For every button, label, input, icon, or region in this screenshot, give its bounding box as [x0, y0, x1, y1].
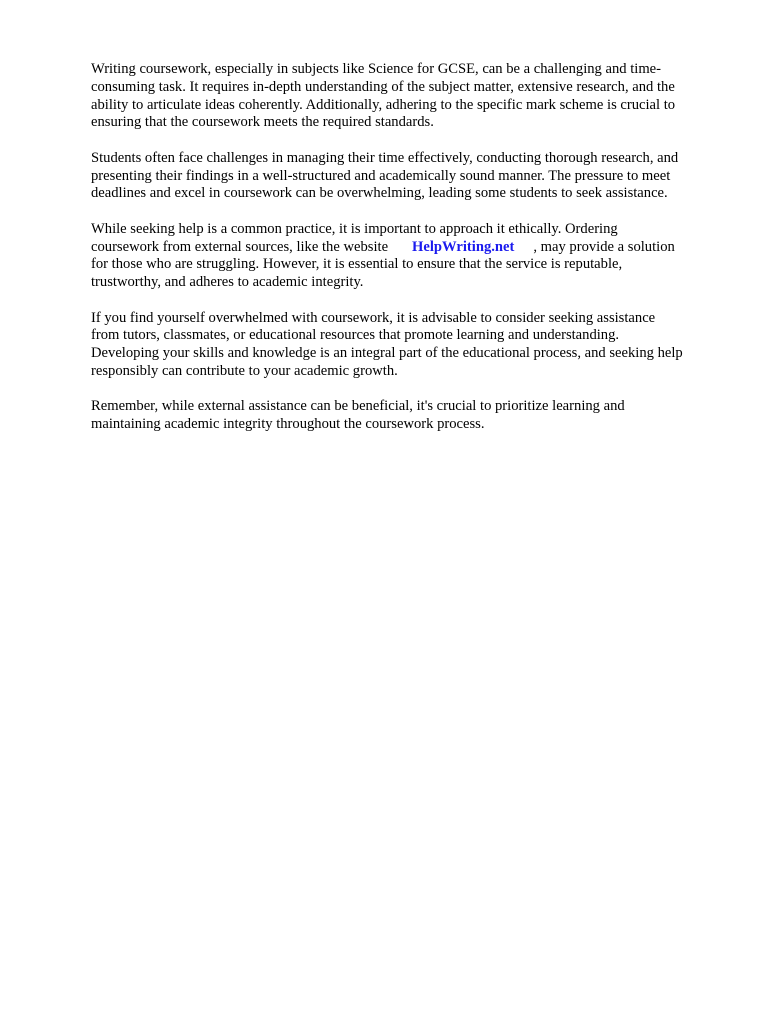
- helpwriting-link[interactable]: HelpWriting.net: [412, 238, 515, 255]
- text-line: ability to articulate ideas coherently. Additionally, adhering to the specific mark scheme is crucial to: [91, 96, 676, 113]
- text-line: Writing coursework, especially in subjects like Science for GCSE, can be a challenging and time-: [91, 61, 662, 77]
- text-line: While seeking help is a common practice, it is important to approach it ethically. Ordering: [91, 220, 618, 237]
- text-line: Students often face challenges in managing their time effectively, conducting thorough research, and: [91, 149, 679, 166]
- paragraph-intro: [91, 61, 731, 132]
- text-line-with-link: [91, 239, 731, 257]
- text-line: Developing your skills and knowledge is an integral part of the educational process, and seeking help: [91, 345, 683, 362]
- text-before-link: coursework from external sources, like the website: [91, 238, 389, 255]
- document-body: [91, 61, 731, 452]
- text-line: deadlines and excel in coursework can be overwhelming, leading some students to seek assistance.: [91, 185, 668, 202]
- text-line: responsibly can contribute to your academic growth.: [91, 362, 398, 379]
- text-line: for those who are struggling. However, it is essential to ensure that the service is reputable,: [91, 256, 623, 273]
- text-after-link: , may provide a solution: [533, 238, 675, 255]
- paragraph-remember: [91, 398, 731, 434]
- paragraph-overwhelmed: [91, 310, 731, 381]
- text-line: ensuring that the coursework meets the required standards.: [91, 114, 434, 131]
- text-line: If you find yourself overwhelmed with coursework, it is advisable to consider seeking assistance: [91, 309, 656, 326]
- text-line: from tutors, classmates, or educational resources that promote learning and understanding.: [91, 327, 620, 344]
- paragraph-seeking-help: [91, 221, 731, 292]
- text-line: trustworthy, and adheres to academic integrity.: [91, 274, 364, 291]
- text-line: consuming task. It requires in-depth understanding of the subject matter, extensive research, and the: [91, 78, 675, 95]
- text-line: maintaining academic integrity throughout the coursework process.: [91, 416, 485, 433]
- text-line: presenting their findings in a well-structured and academically sound manner. The pressure to meet: [91, 167, 671, 184]
- text-line: Remember, while external assistance can be beneficial, it's crucial to prioritize learning and: [91, 398, 625, 415]
- paragraph-challenges: [91, 150, 731, 203]
